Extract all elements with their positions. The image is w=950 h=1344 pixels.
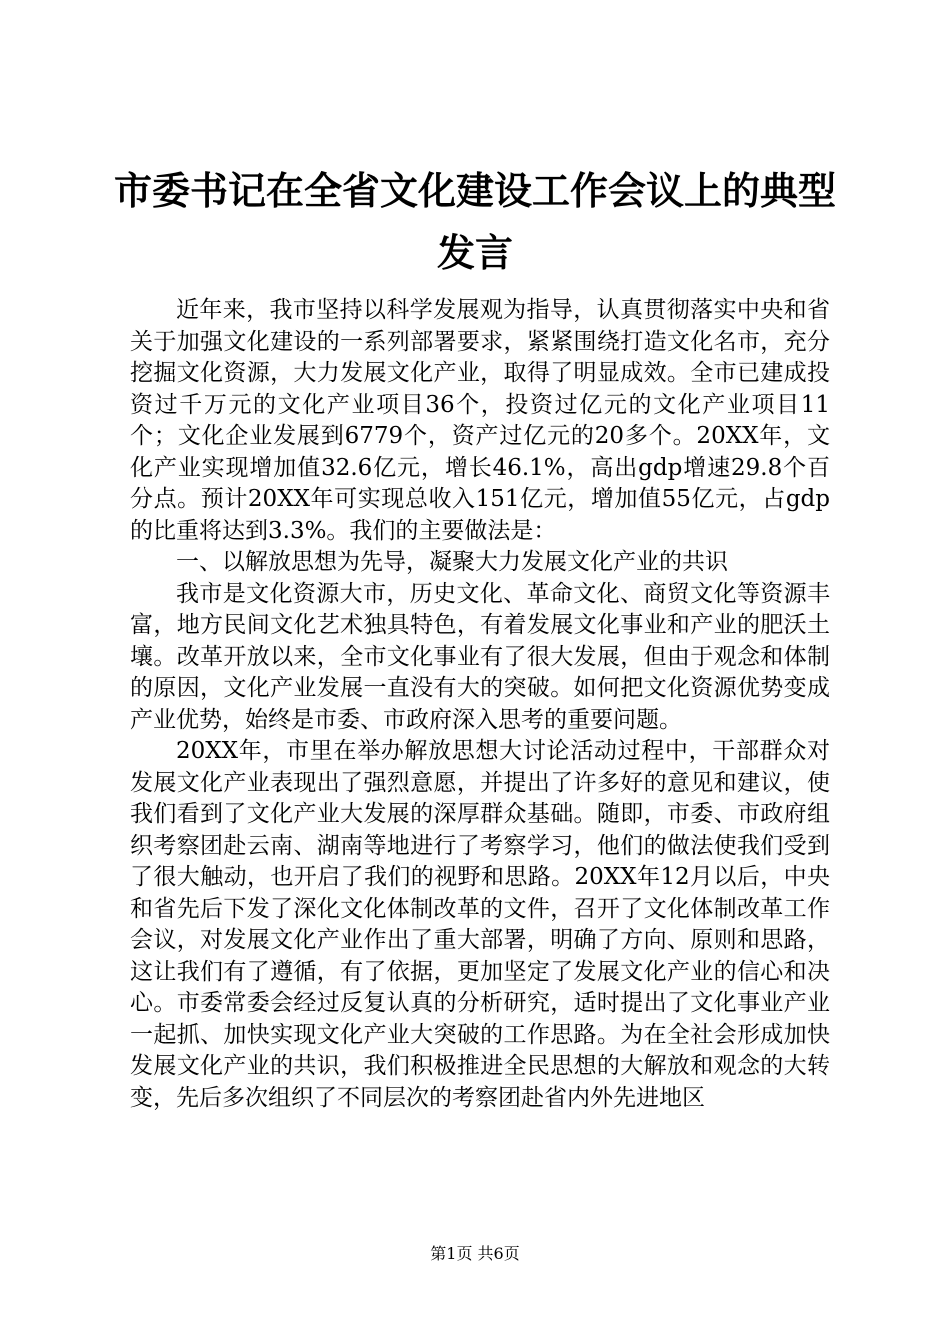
section-heading-1: 一、以解放思想为先导，凝聚大力发展文化产业的共识 — [176, 549, 728, 575]
document-title: 市委书记在全省文化建设工作会议上的典型发言 — [113, 168, 836, 275]
paragraph-intro: 近年来，我市坚持以科学发展观为指导，认真贯彻落实中央和省关于加强文化建设的一系列部署要求，紧紧围绕打造文化名市，充分挖掘文化资源，大力发展文化产业，取得了明显成效。全市已建成投资过千万元的文化产业项目36个，投资过亿元的文化产业项目11个；文化企业发展到6779个，资产过亿元的20多个。20XX年，文化产业实现增加值32.6亿元，增长46.1%，高出gdp增速29.8个百分点。预计20XX年可实现总收入151亿元，增加值55亿元，占gdp的比重将达到3.3%。我们的主要做法是： — [130, 297, 830, 544]
paragraph-2: 我市是文化资源大市，历史文化、革命文化、商贸文化等资源丰富，地方民间文化艺术独具特色，有着发展文化事业和产业的肥沃土壤。改革开放以来，全市文化事业有了很大发展，但由于观念和体制的原因，文化产业发展一直没有大的突破。如何把文化资源优势变成产业优势，始终是市委、市政府深入思考的重要问题。 — [130, 580, 830, 733]
document-body — [130, 295, 830, 1114]
paragraph-3: 20XX年，市里在举办解放思想大讨论活动过程中，干部群众对发展文化产业表现出了强烈意愿，并提出了许多好的意见和建议，使我们看到了文化产业大发展的深厚群众基础。随即，市委、市政府组织考察团赴云南、湖南等地进行了考察学习，他们的做法使我们受到了很大触动，也开启了我们的视野和思路。20XX年12月以后，中央和省先后下发了深化文化体制改革的文件，召开了文化体制改革工作会议，对发展文化产业作出了重大部署，明确了方向、原则和思路，这让我们有了遵循，有了依据，更加坚定了发展文化产业的信心和决心。市委常委会经过反复认真的分析研究，适时提出了文化事业产业一起抓、加快实现文化产业大突破的工作思路。为在全社会形成加快发展文化产业的共识，我们积极推进全民思想的大解放和观念的大转变，先后多次组织了不同层次的考察团赴省内外先进地区 — [130, 738, 831, 1111]
page-number-footer: 第1页 共6页 — [430, 1244, 520, 1263]
